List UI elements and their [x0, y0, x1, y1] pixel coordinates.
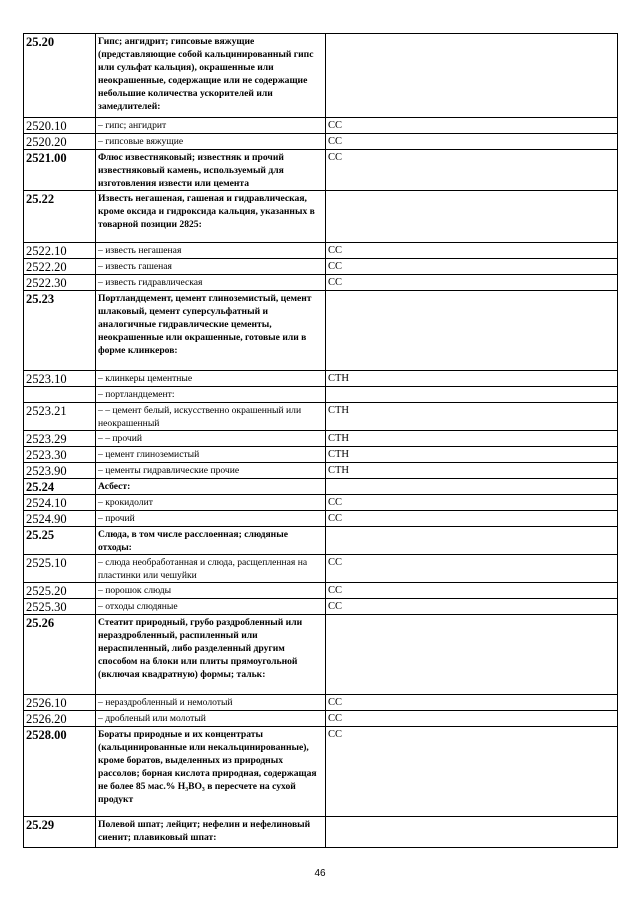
- description-cell: – – цемент белый, искусственно окрашенный или неокрашенный: [96, 403, 326, 431]
- table-row: [24, 34, 618, 118]
- description-cell: Асбест:: [96, 479, 326, 495]
- hs-code-cell: 2526.10: [24, 695, 96, 711]
- description-cell: – порошок слюды: [96, 583, 326, 599]
- hs-code-cell: [24, 387, 96, 403]
- table-row: [24, 134, 618, 150]
- description-cell: Портландцемент, цемент глиноземистый, цемент шлаковый, цемент суперсульфатный и аналогичные гидравлические цементы, неокрашенные или окрашенные, готовые или в форме клинкеров:: [96, 291, 326, 371]
- hs-code-cell: 2525.30: [24, 599, 96, 615]
- table-row: [24, 191, 618, 243]
- description-cell: – известь гашеная: [96, 259, 326, 275]
- table-row: [24, 243, 618, 259]
- certification-cell: СС: [326, 150, 618, 191]
- table-row: [24, 695, 618, 711]
- certification-cell: [326, 387, 618, 403]
- hs-code-cell: 2523.21: [24, 403, 96, 431]
- description-cell: – цемент глиноземистый: [96, 447, 326, 463]
- table-row: [24, 817, 618, 848]
- hs-code-cell: 2523.10: [24, 371, 96, 387]
- hs-code-cell: 2526.20: [24, 711, 96, 727]
- table-row: [24, 479, 618, 495]
- hs-code-cell: 25.22: [24, 191, 96, 243]
- description-cell: – – прочий: [96, 431, 326, 447]
- certification-cell: СТН: [326, 431, 618, 447]
- certification-cell: СС: [326, 727, 618, 817]
- table-row: [24, 599, 618, 615]
- description-cell: Бораты природные и их концентраты (кальцинированные или некальцинированные), кроме боратов, выделенных из природных рассолов; борная кислота природная, содержащая не более 85 мас.% H₃BO₃ в пересчете на сухой продукт: [96, 727, 326, 817]
- hs-code-cell: 25.29: [24, 817, 96, 848]
- description-cell: – прочий: [96, 511, 326, 527]
- table-row: [24, 431, 618, 447]
- description-cell: Гипс; ангидрит; гипсовые вяжущие (представляющие собой кальцинированный гипс или сульфат кальция), окрашенные или неокрашенные, содержащие или не содержащие небольшие количества ускорителей или замедлителей:: [96, 34, 326, 118]
- table-row: [24, 555, 618, 583]
- description-cell: Известь негашеная, гашеная и гидравлическая, кроме оксида и гидроксида кальция, указанных в товарной позиции 2825:: [96, 191, 326, 243]
- hs-code-cell: 25.24: [24, 479, 96, 495]
- certification-cell: [326, 817, 618, 848]
- description-cell: – известь негашеная: [96, 243, 326, 259]
- certification-cell: [326, 527, 618, 555]
- hs-code-cell: 25.20: [24, 34, 96, 118]
- hs-code-cell: 2523.29: [24, 431, 96, 447]
- description-cell: – дробленый или молотый: [96, 711, 326, 727]
- description-cell: – цементы гидравлические прочие: [96, 463, 326, 479]
- certification-cell: СТН: [326, 371, 618, 387]
- table-row: [24, 387, 618, 403]
- table-row: [24, 447, 618, 463]
- certification-cell: СС: [326, 118, 618, 134]
- certification-cell: СС: [326, 495, 618, 511]
- description-cell: – гипс; ангидрит: [96, 118, 326, 134]
- hs-code-cell: 2524.90: [24, 511, 96, 527]
- certification-cell: [326, 191, 618, 243]
- hs-code-cell: 25.26: [24, 615, 96, 695]
- table-row: [24, 463, 618, 479]
- certification-cell: СС: [326, 134, 618, 150]
- hs-code-cell: 2528.00: [24, 727, 96, 817]
- description-cell: – гипсовые вяжущие: [96, 134, 326, 150]
- table-row: [24, 711, 618, 727]
- description-cell: Флюс известняковый; известняк и прочий известняковый камень, используемый для изготовления извести или цемента: [96, 150, 326, 191]
- description-cell: – нераздробленный и немолотый: [96, 695, 326, 711]
- description-cell: – крокидолит: [96, 495, 326, 511]
- page-number: 46: [314, 868, 326, 879]
- certification-cell: СС: [326, 711, 618, 727]
- hs-code-cell: 25.23: [24, 291, 96, 371]
- certification-cell: СС: [326, 555, 618, 583]
- hs-code-cell: 2520.20: [24, 134, 96, 150]
- description-cell: Слюда, в том числе расслоенная; слюдяные отходы:: [96, 527, 326, 555]
- description-cell: – портландцемент:: [96, 387, 326, 403]
- hs-code-cell: 2525.20: [24, 583, 96, 599]
- tariff-table-body: [24, 34, 618, 848]
- description-cell: Стеатит природный, грубо раздробленный или нераздробленный, распиленный или нераспиленный, либо разделенный другим способом на блоки или плиты прямоугольной (включая квадратную) формы; тальк:: [96, 615, 326, 695]
- table-row: [24, 118, 618, 134]
- hs-code-cell: 2524.10: [24, 495, 96, 511]
- table-row: [24, 727, 618, 817]
- table-row: [24, 291, 618, 371]
- certification-cell: [326, 479, 618, 495]
- certification-cell: СС: [326, 243, 618, 259]
- hs-code-cell: 2523.90: [24, 463, 96, 479]
- hs-code-cell: 2521.00: [24, 150, 96, 191]
- certification-cell: СС: [326, 583, 618, 599]
- table-row: [24, 495, 618, 511]
- document-page: [23, 33, 617, 848]
- certification-cell: СС: [326, 599, 618, 615]
- hs-code-cell: 2523.30: [24, 447, 96, 463]
- table-row: [24, 527, 618, 555]
- table-row: [24, 150, 618, 191]
- hs-code-cell: 2522.10: [24, 243, 96, 259]
- table-row: [24, 511, 618, 527]
- certification-cell: СС: [326, 511, 618, 527]
- description-cell: – отходы слюдяные: [96, 599, 326, 615]
- certification-cell: СТН: [326, 403, 618, 431]
- certification-cell: СТН: [326, 463, 618, 479]
- table-row: [24, 583, 618, 599]
- certification-cell: СС: [326, 275, 618, 291]
- description-cell: – известь гидравлическая: [96, 275, 326, 291]
- certification-cell: [326, 615, 618, 695]
- hs-code-cell: 25.25: [24, 527, 96, 555]
- certification-cell: СС: [326, 259, 618, 275]
- table-row: [24, 259, 618, 275]
- tariff-table: [23, 33, 618, 848]
- description-cell: – клинкеры цементные: [96, 371, 326, 387]
- certification-cell: [326, 34, 618, 118]
- table-row: [24, 403, 618, 431]
- certification-cell: СТН: [326, 447, 618, 463]
- table-row: [24, 371, 618, 387]
- description-cell: Полевой шпат; лейцит; нефелин и нефелиновый сиенит; плавиковый шпат:: [96, 817, 326, 848]
- table-row: [24, 275, 618, 291]
- hs-code-cell: 2522.20: [24, 259, 96, 275]
- hs-code-cell: 2520.10: [24, 118, 96, 134]
- table-row: [24, 615, 618, 695]
- hs-code-cell: 2525.10: [24, 555, 96, 583]
- hs-code-cell: 2522.30: [24, 275, 96, 291]
- certification-cell: СС: [326, 695, 618, 711]
- certification-cell: [326, 291, 618, 371]
- description-cell: – слюда необработанная и слюда, расщепленная на пластинки или чешуйки: [96, 555, 326, 583]
